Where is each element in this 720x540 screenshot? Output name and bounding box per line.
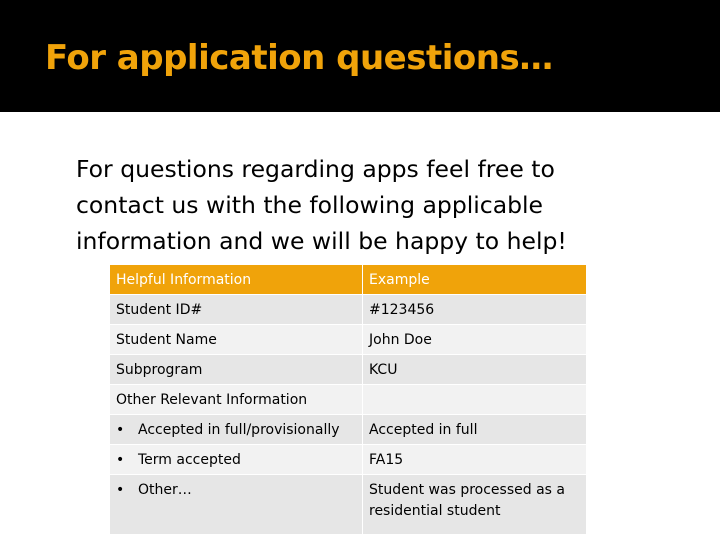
row-value [363,385,587,415]
table-row [110,355,587,385]
body-line-1 [56,151,676,187]
table-row [110,415,587,445]
table-row [110,325,587,355]
bullet-icon: • [116,482,125,498]
row-value: KCU [363,355,587,385]
table-row [110,475,587,535]
body-line-2: contact us with the following applicable [76,191,544,219]
row-label-text: Term accepted [138,451,241,468]
slide-title: For application questions… [45,38,553,78]
table-header-row [110,265,587,295]
row-value: John Doe [363,325,587,355]
body-line-1-text: For questions regarding apps feel free to [76,155,555,183]
row-value: Student was processed as a residential student [363,475,587,535]
bullet-icon: • [116,451,125,468]
row-value: FA15 [363,445,587,475]
row-label-text: Other… [138,482,192,498]
header-helpful-information: Helpful Information [110,265,363,295]
row-label: Student Name [110,325,363,355]
row-label [110,415,363,445]
row-label-text: Accepted in full/provisionally [138,421,340,438]
table-row [110,295,587,325]
title-bar [0,0,720,112]
body-text [56,151,676,259]
row-label: Subprogram [110,355,363,385]
header-example: Example [363,265,587,295]
bullet-icon: • [116,421,125,438]
row-value: #123456 [363,295,587,325]
row-value: Accepted in full [363,415,587,445]
row-label: Student ID# [110,295,363,325]
body-line-3: information and we will be happy to help! [76,227,567,255]
table-row [110,385,587,415]
info-table [109,264,587,535]
row-label: Other Relevant Information [110,385,363,415]
row-label [110,445,363,475]
row-label [110,475,363,535]
table-row [110,445,587,475]
